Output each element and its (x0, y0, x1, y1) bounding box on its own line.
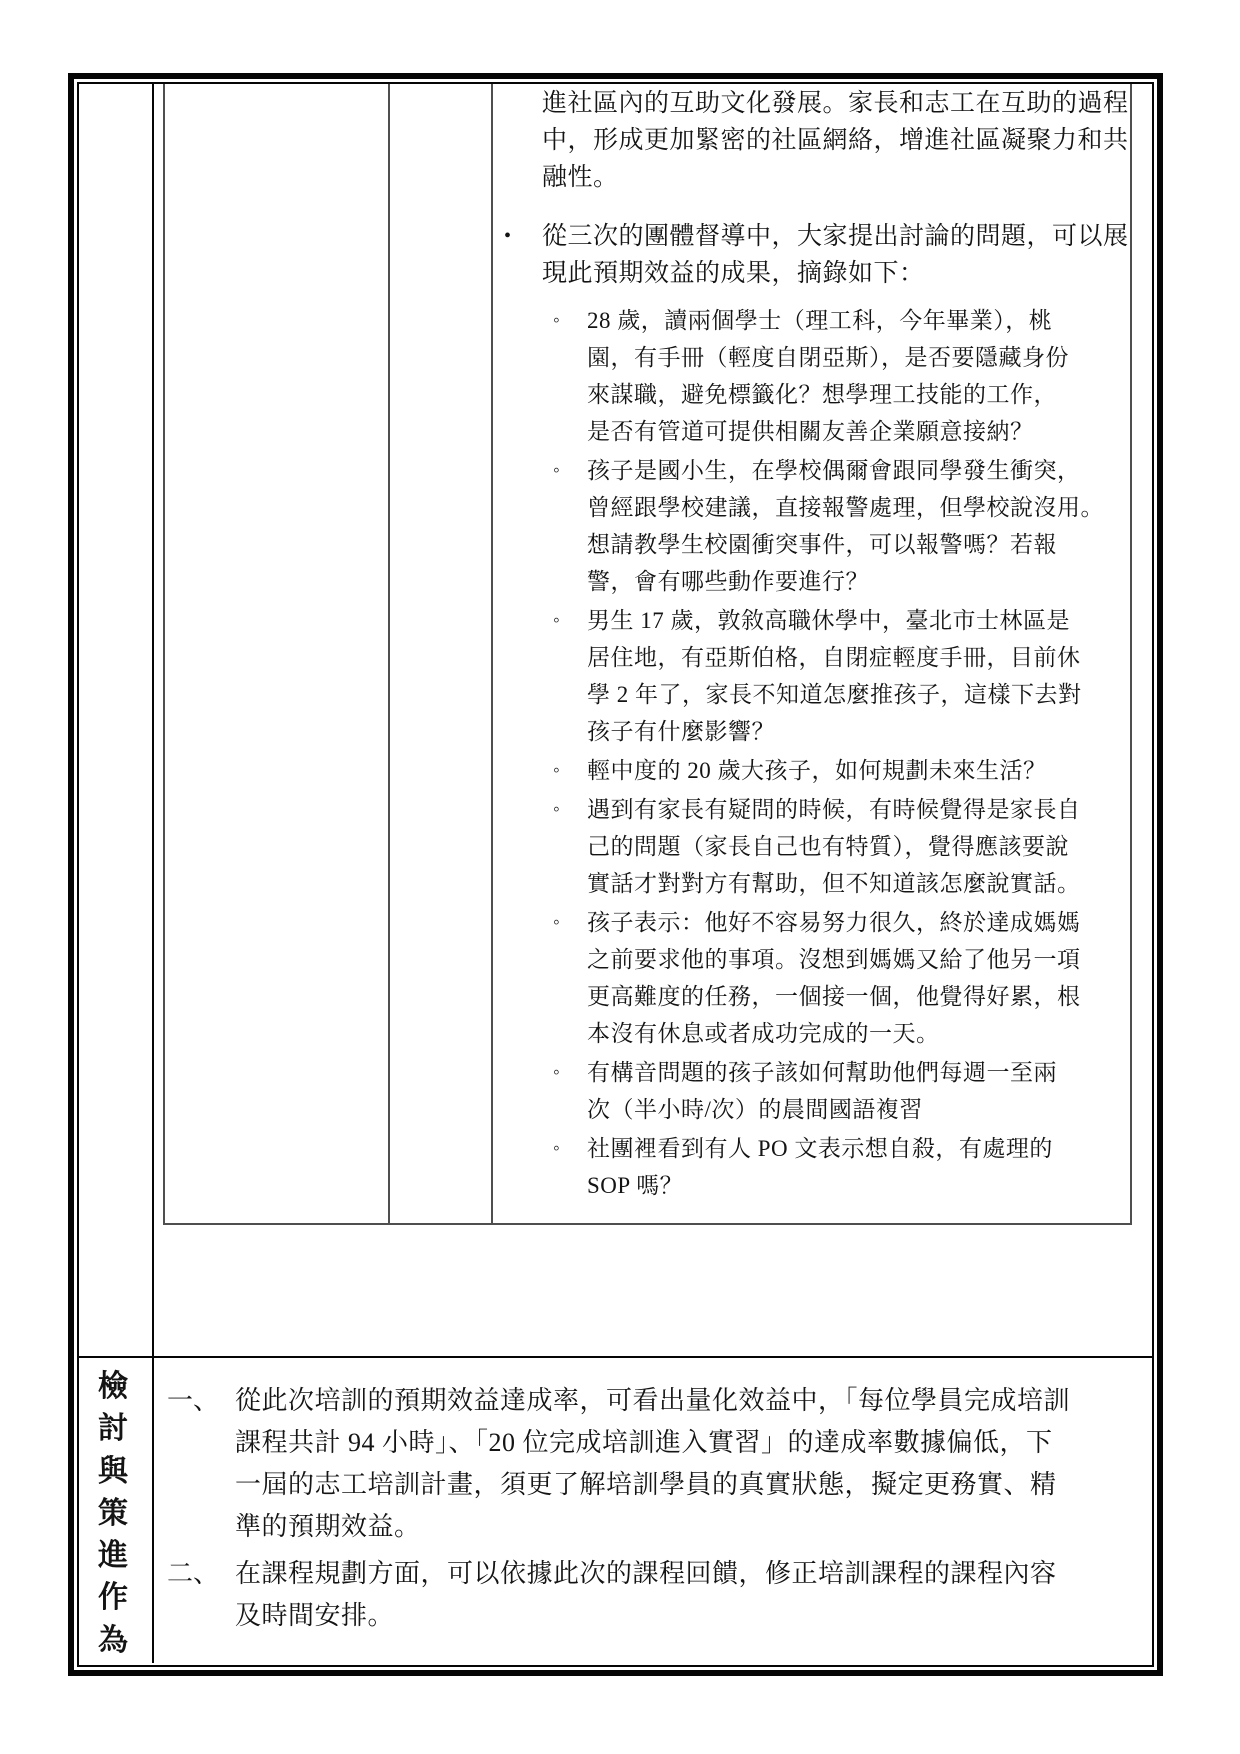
review-header-char: 討 (98, 1412, 128, 1446)
nested-table-bottom-border (163, 1223, 1132, 1225)
nested-table-left-border (163, 84, 165, 1225)
text-line: 從三次的團體督導中，大家提出討論的問題，可以展 (542, 223, 1129, 250)
text-line: 園，有手冊（輕度自閉亞斯），是否要隱藏身份 (587, 345, 1069, 370)
text-line: 居住地，有亞斯伯格，自閉症輕度手冊，目前休 (587, 645, 1081, 670)
nested-table-column-divider-1 (388, 84, 390, 1225)
text-line: 更高難度的任務，一個接一個，他覺得好累，根 (587, 984, 1081, 1009)
review-item-number: 二、 (167, 1559, 220, 1588)
sub-bullet-text (587, 791, 1132, 902)
bullet-icon: • (504, 225, 512, 247)
review-items-list (167, 1380, 1145, 1642)
text-line: 是否有管道可提供相關友善企業願意接納？ (587, 419, 1034, 444)
sub-bullet-text (587, 452, 1132, 600)
text-line: 男生 17 歲，敦敘高職休學中，臺北市士林區是 (587, 608, 1070, 633)
text-line: 孩子表示：他好不容易努力很久，終於達成媽媽 (587, 910, 1081, 935)
review-item (167, 1553, 1145, 1637)
sub-bullet-item (492, 791, 1132, 902)
review-row-divider (79, 1356, 1152, 1358)
text-line: 警，會有哪些動作要進行？ (587, 569, 869, 594)
sub-bullet-item (492, 452, 1132, 600)
text-line: 28 歲，讀兩個學士（理工科，今年畢業），桃 (587, 308, 1053, 333)
review-header-char: 作 (98, 1581, 128, 1615)
sub-bullet-icon: ◦ (553, 610, 560, 631)
text-line: 及時間安排。 (235, 1601, 395, 1630)
text-line: 之前要求他的事項。沒想到媽媽又給了他另一項 (587, 947, 1081, 972)
review-item-number: 一、 (167, 1386, 220, 1415)
review-header-char: 為 (98, 1623, 128, 1657)
bullet-item (542, 218, 1134, 292)
sub-bullet-text (587, 1130, 1132, 1204)
sub-bullet-icon: ◦ (553, 760, 560, 781)
text-line: 輕中度的 20 歲大孩子，如何規劃未來生活？ (587, 758, 1047, 783)
sub-bullet-icon: ◦ (553, 799, 560, 820)
review-header-char: 策 (98, 1496, 128, 1530)
text-line: 從此次培訓的預期效益達成率，可看出量化效益中，「每位學員完成培訓 (235, 1386, 1071, 1415)
sub-bullet-text (587, 602, 1132, 750)
review-item (167, 1380, 1145, 1548)
sub-bullet-icon: ◦ (553, 460, 560, 481)
sub-bullet-item (492, 602, 1132, 750)
sub-bullet-item (492, 1130, 1132, 1204)
sub-bullet-item (492, 904, 1132, 1052)
text-line: 孩子有什麼影響？ (587, 719, 775, 744)
text-line: 中，形成更加緊密的社區網絡，增進社區凝聚力和共 (542, 127, 1129, 154)
review-item-text (235, 1553, 1145, 1637)
text-line: 實話才對對方有幫助，但不知道該怎麼說實話。 (587, 871, 1081, 896)
review-header-char: 檢 (98, 1370, 128, 1403)
text-line: 進社區內的互助文化發展。家長和志工在互助的過程 (542, 90, 1129, 117)
text-line: 遇到有家長有疑問的時候，有時候覺得是家長自 (587, 797, 1081, 822)
sub-bullet-icon: ◦ (553, 912, 560, 933)
text-line: 孩子是國小生，在學校偶爾會跟同學發生衝突， (587, 458, 1081, 483)
sub-bullet-text (587, 302, 1132, 450)
sub-bullet-icon: ◦ (553, 310, 560, 331)
review-row-header (96, 1366, 130, 1662)
sub-bullet-list (492, 302, 1132, 1206)
sub-bullet-item (492, 752, 1132, 789)
sub-bullet-item (492, 302, 1132, 450)
text-line: 融性。 (542, 164, 619, 191)
text-line: 社團裡看到有人 PO 文表示想自殺，有處理的 (587, 1136, 1053, 1161)
text-line: 有構音問題的孩子該如何幫助他們每週一至兩 (587, 1060, 1057, 1085)
text-line: 來謀職，避免標籤化？想學理工技能的工作， (587, 382, 1057, 407)
review-header-char: 與 (98, 1454, 128, 1488)
sub-bullet-text (587, 1054, 1132, 1128)
text-line: 次（半小時/次）的晨間國語複習 (587, 1097, 923, 1122)
text-line: 在課程規劃方面，可以依據此次的課程回饋，修正培訓課程的課程內容 (235, 1559, 1057, 1588)
text-line: 本沒有休息或者成功完成的一天。 (587, 1021, 940, 1046)
text-line: SOP 嗎？ (587, 1173, 684, 1198)
sub-bullet-text (587, 752, 1132, 789)
text-line: 曾經跟學校建議，直接報警處理，但學校說沒用。 (587, 495, 1104, 520)
text-line: 準的預期效益。 (235, 1512, 421, 1541)
text-line: 己的問題（家長自己也有特質），覺得應該要說 (587, 834, 1069, 859)
continuation-paragraph (542, 85, 1134, 196)
header-column-divider (152, 84, 154, 1663)
text-line: 想請教學生校園衝突事件，可以報警嗎？若報 (587, 532, 1057, 557)
review-item-text (235, 1380, 1145, 1548)
text-line: 一屆的志工培訓計畫，須更了解培訓學員的真實狀態，擬定更務實、精 (235, 1470, 1057, 1499)
text-line: 課程共計 94 小時」、「20 位完成培訓進入實習」的達成率數據偏低，下 (235, 1428, 1053, 1457)
sub-bullet-icon: ◦ (553, 1062, 560, 1083)
sub-bullet-text (587, 904, 1132, 1052)
text-line: 學 2 年了，家長不知道怎麼推孩子，這樣下去對 (587, 682, 1082, 707)
review-header-char: 進 (98, 1539, 128, 1573)
sub-bullet-icon: ◦ (553, 1138, 560, 1159)
sub-bullet-item (492, 1054, 1132, 1128)
text-line: 現此預期效益的成果，摘錄如下： (542, 260, 925, 287)
